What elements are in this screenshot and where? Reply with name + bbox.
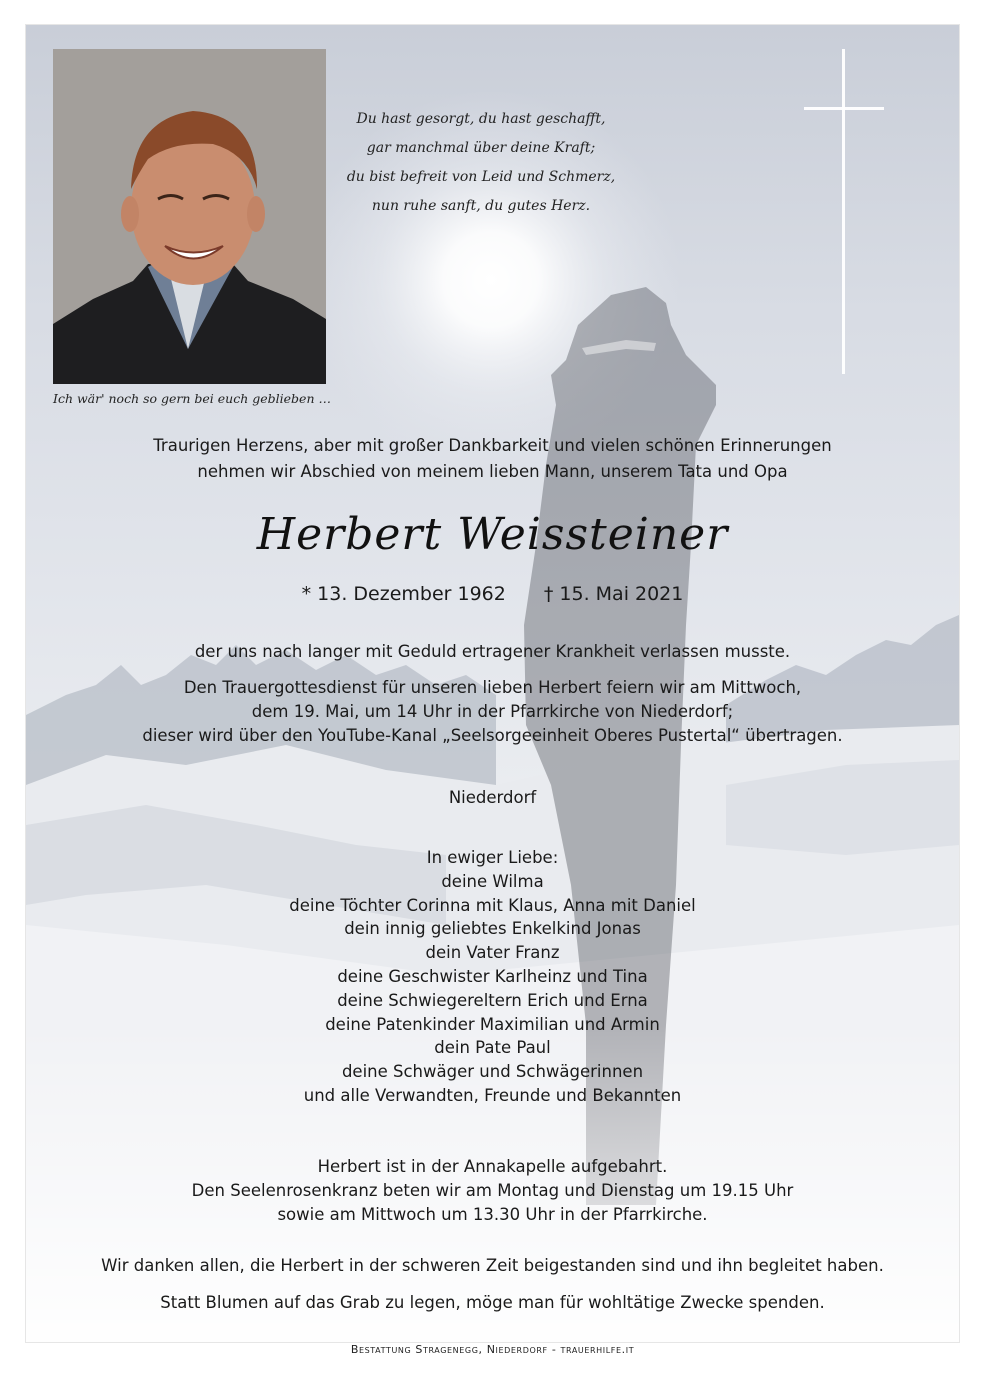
- service-line: dem 19. Mai, um 14 Uhr in der Pfarrkirche von Niederdorf;: [251, 702, 734, 721]
- service-line: dieser wird über den YouTube-Kanal „Seelsorgeeinheit Oberes Pustertal“ übertragen.: [142, 726, 843, 745]
- mourner-entry: deine Geschwister Karlheinz und Tina: [337, 966, 648, 986]
- verse-line: gar manchmal über deine Kraft;: [366, 140, 596, 156]
- mourners-heading: In ewiger Liebe:: [426, 848, 559, 867]
- verse-line: Du hast gesorgt, du hast geschafft,: [356, 111, 606, 127]
- wake-line: Den Seelenrosenkranz beten wir am Montag und Dienstag um 19.15 Uhr: [191, 1181, 794, 1200]
- mourner-entry: deine Patenkinder Maximilian und Armin: [325, 1014, 660, 1034]
- mourner-entry: dein Vater Franz: [425, 943, 560, 963]
- verse-poem: [316, 105, 646, 221]
- photo-caption: Ich wär' noch so gern bei euch geblieben …: [53, 391, 331, 406]
- funeral-home-footer: Bestattung Stragenegg, Niederdorf - trauerhilfe.it: [350, 1343, 635, 1356]
- portrait-photo: [53, 49, 326, 384]
- verse-line: du bist befreit von Leid und Schmerz,: [346, 169, 616, 185]
- place-name: Niederdorf: [448, 788, 537, 807]
- mourner-entry: deine Töchter Corinna mit Klaus, Anna mit Daniel: [289, 895, 696, 915]
- wake-line: Herbert ist in der Annakapelle aufgebahrt.: [317, 1157, 668, 1176]
- mourner-entry: deine Wilma: [441, 871, 544, 891]
- mourner-entry: und alle Verwandten, Freunde und Bekannten: [303, 1085, 682, 1105]
- mourner-entry: dein innig geliebtes Enkelkind Jonas: [344, 919, 641, 939]
- verse-line: nun ruhe sanft, du gutes Herz.: [371, 198, 591, 214]
- deceased-name: Herbert Weissteiner: [256, 509, 729, 560]
- service-line: Den Trauergottesdienst für unseren lieben Herbert feiern wir am Mittwoch,: [183, 678, 802, 697]
- mourners-list: [26, 846, 959, 1108]
- mourner-entry: deine Schwiegereltern Erich und Erna: [337, 990, 648, 1010]
- intro-line: Traurigen Herzens, aber mit großer Dankbarkeit und vielen schönen Erinnerungen: [153, 436, 832, 455]
- latin-cross-icon: [794, 49, 894, 379]
- intro-text: [26, 433, 959, 485]
- wake-info: [26, 1155, 959, 1227]
- birth-date: * 13. Dezember 1962: [301, 583, 506, 605]
- obituary-card: [25, 24, 960, 1356]
- passing-message: der uns nach langer mit Geduld ertragener Krankheit verlassen musste.: [194, 642, 791, 661]
- intro-line: nehmen wir Abschied von meinem lieben Mann, unserem Tata und Opa: [197, 462, 788, 481]
- thanks-note: Wir danken allen, die Herbert in der schweren Zeit beigestanden sind und ihn begleitet haben.: [101, 1256, 884, 1275]
- wake-line: sowie am Mittwoch um 13.30 Uhr in der Pfarrkirche.: [277, 1205, 708, 1224]
- life-dates: [26, 583, 959, 605]
- mourner-entry: dein Pate Paul: [434, 1038, 551, 1058]
- mourner-entry: deine Schwäger und Schwägerinnen: [341, 1062, 644, 1082]
- donation-note: Statt Blumen auf das Grab zu legen, möge man für wohltätige Zwecke spenden.: [160, 1293, 825, 1312]
- death-date: † 15. Mai 2021: [543, 583, 684, 605]
- funeral-service-info: [26, 676, 959, 748]
